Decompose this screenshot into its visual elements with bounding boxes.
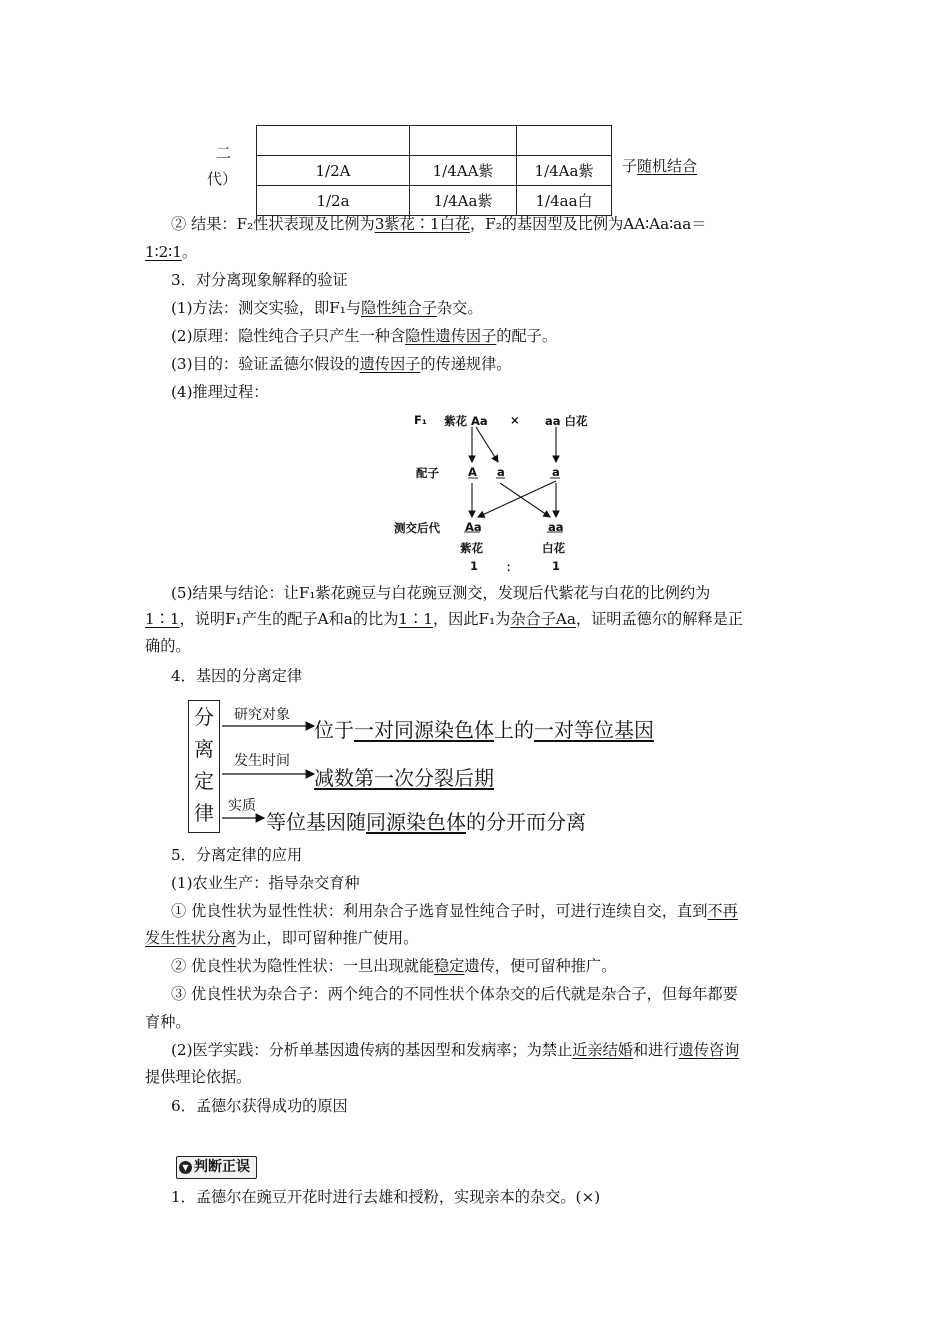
table-cell: 1/2a [257, 186, 410, 216]
judge-item-1: 1．孟德尔在豌豆开花时进行去雄和授粉，实现亲本的杂交。(×) [171, 1188, 601, 1206]
trait-white: 白花 [542, 541, 565, 555]
agriculture-line: (1)农业生产：指导杂交育种 [171, 874, 360, 892]
ratio-1: 1 [470, 559, 479, 573]
dominant-line-1: ① 优良性状为显性性状：利用杂合子选育显性纯合子时，可进行连续自交，直到不再 [171, 902, 738, 920]
f1-label: F₁ [414, 413, 427, 427]
hybrid-line-1: ③ 优良性状为杂合子：两个纯合的不同性状个体杂交的后代就是杂合子，但每年都要 [171, 985, 738, 1003]
gamete-label: 配子 [416, 466, 439, 480]
table-cell: 1/2A [257, 156, 410, 186]
text-plain: 子 [622, 157, 638, 175]
table-cell: 1/4Aa紫 [410, 186, 517, 216]
method-line: (1)方法：测交实验，即F₁与隐性纯合子杂交。 [171, 299, 483, 317]
punnett-table [256, 125, 612, 216]
row-label-2: 二 [216, 144, 232, 162]
law-time-text: 减数第一次分裂后期 [314, 766, 494, 790]
segregation-law-diagram [188, 700, 708, 835]
table-row [257, 186, 612, 216]
offspring-label: 测交后代 [394, 521, 440, 535]
law-box [188, 700, 220, 833]
gamete-a-1: a [497, 465, 505, 479]
box-char: 离 [194, 737, 214, 761]
table-cell: 1/4AA紫 [410, 156, 517, 186]
label-research-object: 研究对象 [234, 707, 290, 723]
table-cell: 1/4Aa紫 [517, 156, 612, 186]
gamete-A: A [468, 465, 477, 479]
law-object-text: 位于一对同源染色体上的一对等位基因 [314, 718, 654, 742]
label-essence: 实质 [228, 798, 256, 814]
ratio-colon: ： [506, 560, 518, 574]
process-line: (4)推理过程： [171, 383, 269, 401]
conclusion-line-3: 确的。 [145, 637, 191, 655]
judge-badge [176, 1156, 257, 1179]
answer-underline: 随机结合 [637, 157, 698, 175]
table-row [257, 156, 612, 186]
table-cell [257, 126, 410, 156]
box-char: 律 [194, 801, 214, 825]
badge-label: 判断正误 [194, 1159, 250, 1175]
recessive-line: ② 优良性状为隐性性状：一旦出现就能稳定遗传，便可留种推广。 [171, 957, 617, 975]
hybrid-line-2: 育种。 [145, 1013, 191, 1031]
section-6-heading: 6．孟德尔获得成功的原因 [171, 1097, 348, 1115]
test-cross-diagram [390, 405, 600, 575]
medical-line-2: 提供理论依据。 [145, 1068, 252, 1086]
conclusion-line-1: (5)结果与结论：让F₁紫花豌豆与白花豌豆测交，发现后代紫花与白花的比例约为 [171, 584, 711, 602]
label-time: 发生时间 [234, 753, 290, 769]
chevron-down-icon: ▼ [179, 1161, 192, 1174]
trait-purple: 紫花 [460, 541, 483, 555]
law-essence-text: 等位基因随同源染色体的分开而分离 [266, 810, 586, 834]
parent-1: 紫花 Aa [444, 414, 488, 428]
table-cell: 1/4aa白 [517, 186, 612, 216]
cross-symbol: × [510, 413, 520, 427]
medical-line-1: (2)医学实践：分析单基因遗传病的基因型和发病率；为禁止近亲结婚和进行遗传咨询 [171, 1041, 740, 1059]
offspring-aa: aa [548, 520, 564, 534]
random-combine-text [622, 155, 697, 176]
section-4-heading: 4．基因的分离定律 [171, 667, 303, 685]
section-5-heading: 5．分离定律的应用 [171, 846, 303, 864]
gamete-a-2: a [552, 465, 560, 479]
box-char: 分 [194, 705, 214, 729]
row-label-3: 代） [207, 170, 238, 188]
parent-2: aa 白花 [545, 414, 588, 428]
conclusion-line-2: 1∶1，说明F₁产生的配子A和a的比为1∶1，因此F₁为杂合子Aa，证明孟德尔的解释是正 [145, 610, 743, 628]
ratio-2: 1 [552, 559, 561, 573]
dominant-line-2: 发生性状分离为止，即可留种推广使用。 [145, 929, 419, 947]
box-char: 定 [194, 769, 214, 793]
table-row [257, 126, 612, 156]
result-line-2: 1∶2∶1。 [145, 243, 198, 261]
section-3-heading: 3．对分离现象解释的验证 [171, 271, 348, 289]
purpose-line: (3)目的：验证孟德尔假设的遗传因子的传递规律。 [171, 355, 512, 373]
offspring-Aa: Aa [465, 520, 482, 534]
diagram-arrows [390, 405, 600, 575]
table-cell [517, 126, 612, 156]
principle-line: (2)原理：隐性纯合子只产生一种含隐性遗传因子的配子。 [171, 327, 558, 345]
result-line-1: ② 结果：F₂性状表现及比例为3紫花∶1白花，F₂的基因型及比例为AA∶Aa∶aa＝ [171, 215, 707, 233]
table-cell [410, 126, 517, 156]
